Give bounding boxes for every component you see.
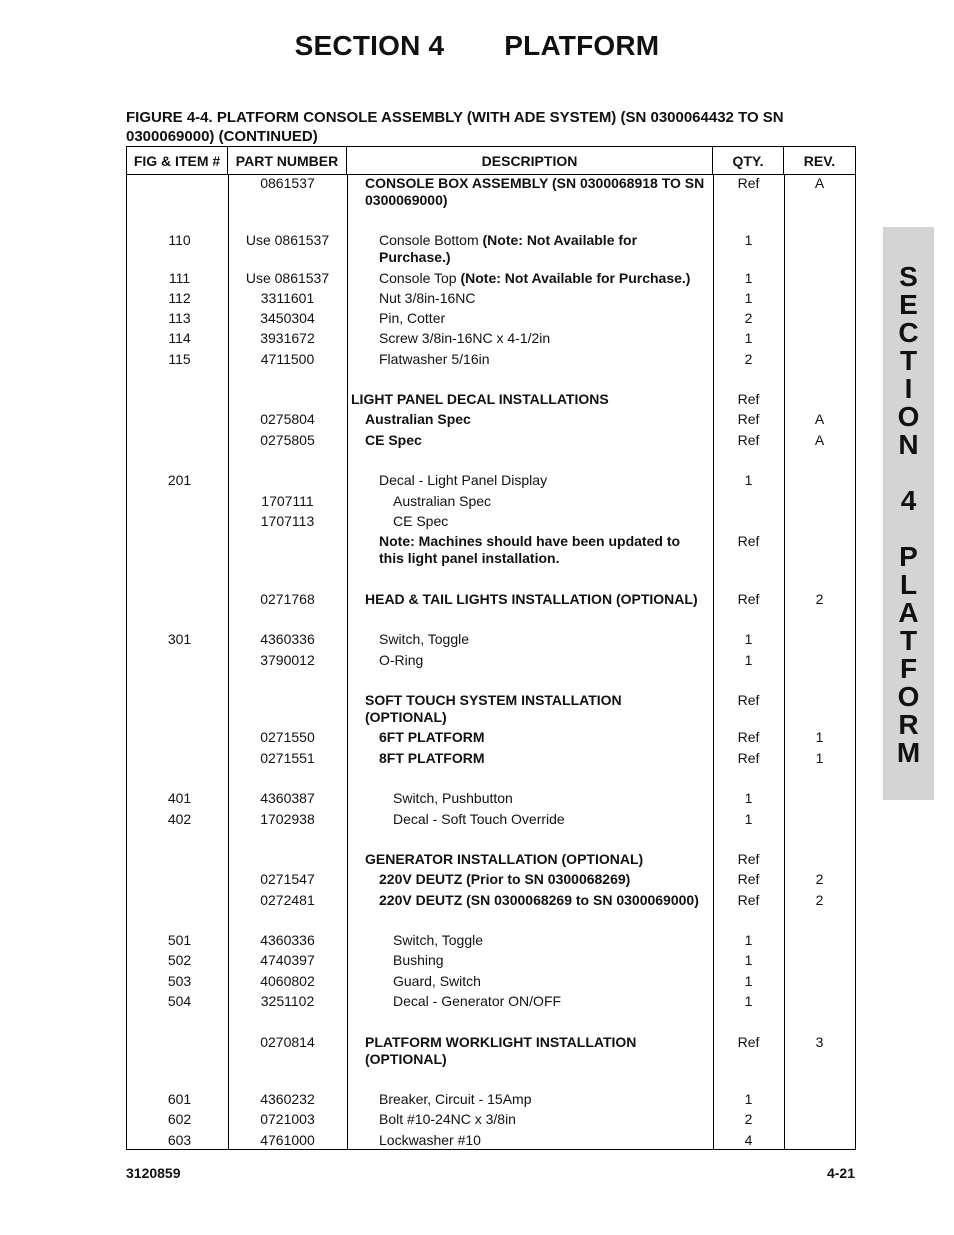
- fig-item-cell: 601: [167, 1091, 192, 1107]
- rev-cell: [784, 391, 855, 408]
- part-number-cell: 3931672: [260, 330, 315, 346]
- qty-cell: 1: [744, 790, 753, 806]
- part-number-cell: [228, 533, 347, 567]
- rev-cell: [784, 1091, 855, 1108]
- rev-cell: [784, 493, 855, 510]
- table-row: [127, 892, 855, 909]
- description-cell: [347, 851, 713, 868]
- description-text: LIGHT PANEL DECAL INSTALLATIONS: [351, 391, 609, 407]
- part-number-cell: 3790012: [260, 652, 315, 668]
- qty-cell: 2: [744, 310, 753, 326]
- qty-cell: Ref: [737, 692, 760, 708]
- table-row: [127, 1091, 855, 1108]
- description-cell: [347, 533, 713, 567]
- table-row: [127, 513, 855, 530]
- qty-cell: Ref: [737, 1034, 760, 1050]
- qty-cell: 1: [744, 932, 753, 948]
- description-text: Note: Machines should have been updated to this light panel installation.: [379, 533, 681, 566]
- qty-cell: [713, 493, 784, 510]
- qty-cell: 1: [744, 1091, 753, 1107]
- part-number-cell: 0271547: [260, 871, 315, 887]
- table-row: [127, 1132, 855, 1149]
- table-row: [127, 811, 855, 828]
- qty-cell: 1: [744, 811, 753, 827]
- section-number: SECTION 4: [294, 30, 445, 61]
- table-row: [127, 472, 855, 489]
- header-qty: QTY.: [713, 147, 784, 174]
- rev-cell: 3: [815, 1034, 824, 1050]
- part-number-cell: [228, 692, 347, 726]
- rev-cell: [784, 631, 855, 648]
- qty-cell: 1: [744, 270, 753, 286]
- qty-cell: [713, 513, 784, 530]
- part-number-cell: 0271550: [260, 729, 315, 745]
- qty-cell: 1: [744, 631, 753, 647]
- fig-item-cell: 502: [167, 952, 192, 968]
- part-number-cell: 4360336: [260, 631, 315, 647]
- side-tab-letter: F: [899, 653, 918, 684]
- figure-title: FIGURE 4-4. PLATFORM CONSOLE ASSEMBLY (WITH ADE SYSTEM) (SN 0300064432 TO SN 0300069000) (CONTINUED): [126, 109, 784, 145]
- table-row: [127, 851, 855, 868]
- fig-item-cell: [127, 175, 228, 209]
- table-row: [127, 270, 855, 287]
- table-row: [127, 729, 855, 746]
- qty-cell: Ref: [737, 432, 760, 448]
- rev-cell: A: [814, 432, 825, 448]
- qty-cell: Ref: [737, 391, 760, 407]
- fig-item-cell: 603: [167, 1132, 192, 1148]
- description-text: Nut 3/8in-16NC: [379, 290, 476, 306]
- fig-item-cell: 115: [168, 351, 191, 367]
- part-number-cell: 4060802: [260, 973, 315, 989]
- description-cell: [347, 790, 713, 807]
- fig-item-cell: 402: [167, 811, 192, 827]
- page-header: [0, 30, 954, 62]
- rev-cell: [784, 851, 855, 868]
- description-text: Console Bottom: [379, 232, 479, 248]
- description-text: Australian Spec: [393, 493, 492, 509]
- part-number-cell: Use 0861537: [245, 232, 330, 248]
- parts-table: [126, 146, 856, 1150]
- fig-item-cell: [127, 513, 228, 530]
- fig-item-cell: 114: [168, 330, 191, 346]
- qty-cell: 1: [744, 952, 753, 968]
- fig-item-cell: [127, 851, 228, 868]
- description-text: 6FT PLATFORM: [379, 729, 485, 745]
- table-row: [127, 533, 855, 567]
- description-text: Guard, Switch: [393, 973, 481, 989]
- table-row: [127, 750, 855, 767]
- rev-cell: [784, 232, 855, 266]
- table-row: [127, 330, 855, 347]
- description-cell: [347, 871, 713, 888]
- part-number-cell: 1707111: [261, 493, 314, 509]
- part-number-cell: 3251102: [260, 993, 315, 1009]
- fig-item-cell: 110: [168, 232, 191, 248]
- description-cell: [347, 432, 713, 449]
- description-cell: [347, 952, 713, 969]
- description-text: Breaker, Circuit - 15Amp: [379, 1091, 532, 1107]
- description-text: Switch, Pushbutton: [393, 790, 513, 806]
- table-row: [127, 310, 855, 327]
- description-cell: [347, 513, 713, 530]
- qty-cell: 1: [744, 993, 753, 1009]
- part-number-cell: 0275805: [260, 432, 315, 448]
- qty-cell: 1: [744, 472, 753, 488]
- description-text: Lockwasher #10: [379, 1132, 481, 1148]
- rev-cell: [784, 952, 855, 969]
- rev-cell: [784, 290, 855, 307]
- rev-cell: [784, 993, 855, 1010]
- description-text: CE Spec: [393, 513, 449, 529]
- part-number-cell: 4711500: [260, 351, 315, 367]
- rev-cell: 1: [815, 750, 824, 766]
- description-text: Bushing: [393, 952, 444, 968]
- description-text: Pin, Cotter: [379, 310, 446, 326]
- rev-cell: [784, 1132, 855, 1149]
- description-text: Switch, Toggle: [379, 631, 470, 647]
- table-row: [127, 1111, 855, 1128]
- fig-item-cell: [127, 391, 228, 408]
- description-cell: [347, 351, 713, 368]
- description-cell: [347, 472, 713, 489]
- description-cell: [347, 811, 713, 828]
- description-cell: [347, 729, 713, 746]
- qty-cell: 1: [744, 330, 753, 346]
- rev-cell: [784, 973, 855, 990]
- part-number-cell: 0272481: [260, 892, 315, 908]
- header-fig-item: FIG & ITEM #: [127, 147, 228, 174]
- side-tab-letter: T: [899, 625, 918, 656]
- part-number-cell: 0270814: [260, 1034, 315, 1050]
- fig-item-cell: 401: [167, 790, 192, 806]
- fig-item-cell: 602: [167, 1111, 192, 1127]
- table-row: [127, 932, 855, 949]
- side-tab-letter: O: [897, 681, 920, 712]
- description-note: (Note: Not Available for Purchase.): [379, 232, 638, 265]
- fig-item-cell: 504: [167, 993, 192, 1009]
- description-note: (Note: Not Available for Purchase.): [460, 270, 691, 286]
- fig-item-cell: [127, 871, 228, 888]
- qty-cell: 2: [744, 1111, 753, 1127]
- qty-cell: 1: [744, 232, 753, 248]
- side-tab-letter: C: [898, 317, 919, 348]
- rev-cell: [784, 652, 855, 669]
- description-cell: [347, 652, 713, 669]
- part-number-cell: [228, 472, 347, 489]
- part-number-cell: 4740397: [260, 952, 315, 968]
- description-cell: [347, 631, 713, 648]
- table-row: [127, 993, 855, 1010]
- rev-cell: [784, 330, 855, 347]
- fig-item-cell: 111: [168, 270, 191, 286]
- side-tab-letter: 4: [900, 485, 917, 516]
- part-number-cell: 3450304: [260, 310, 315, 326]
- part-number-cell: Use 0861537: [245, 270, 330, 286]
- header-part-number: PART NUMBER: [228, 147, 347, 174]
- description-cell: [347, 290, 713, 307]
- description-cell: [347, 750, 713, 767]
- fig-item-cell: 301: [167, 631, 192, 647]
- table-row: [127, 290, 855, 307]
- qty-cell: Ref: [737, 175, 760, 191]
- part-number-cell: 4360387: [260, 790, 315, 806]
- qty-cell: Ref: [737, 750, 760, 766]
- fig-item-cell: [127, 432, 228, 449]
- fig-item-cell: 113: [168, 310, 191, 326]
- table-row: [127, 973, 855, 990]
- fig-item-cell: [127, 493, 228, 510]
- rev-cell: 2: [815, 892, 824, 908]
- part-number-cell: 0861537: [260, 175, 315, 191]
- description-text: Decal - Light Panel Display: [379, 472, 548, 488]
- section-side-tab: [883, 227, 934, 800]
- description-text: HEAD & TAIL LIGHTS INSTALLATION (OPTIONAL): [365, 591, 698, 607]
- qty-cell: Ref: [737, 892, 760, 908]
- side-tab-letter: P: [899, 541, 918, 572]
- description-cell: [347, 270, 713, 287]
- table-row: [127, 692, 855, 726]
- description-text: Bolt #10-24NC x 3/8in: [379, 1111, 516, 1127]
- qty-cell: 1: [744, 290, 753, 306]
- description-cell: [347, 692, 713, 726]
- description-cell: [347, 411, 713, 428]
- part-number-cell: 1707113: [260, 513, 315, 529]
- header-rev: REV.: [803, 152, 836, 169]
- part-number-cell: 4360336: [260, 932, 315, 948]
- qty-cell: 2: [744, 351, 753, 367]
- table-row: [127, 631, 855, 648]
- qty-cell: 1: [744, 652, 753, 668]
- description-cell: [347, 310, 713, 327]
- side-tab-letter: L: [899, 569, 918, 600]
- side-tab-letter: I: [904, 373, 913, 404]
- description-text: Switch, Toggle: [393, 932, 484, 948]
- fig-item-cell: 503: [167, 973, 192, 989]
- description-cell: [347, 993, 713, 1010]
- description-cell: [347, 591, 713, 608]
- description-text: Screw 3/8in-16NC x 4-1/2in: [379, 330, 551, 346]
- header-description: DESCRIPTION: [347, 147, 713, 174]
- qty-cell: 4: [744, 1132, 753, 1148]
- table-row: [127, 391, 855, 408]
- rev-cell: [784, 533, 855, 567]
- table-row: [127, 351, 855, 368]
- rev-cell: [784, 351, 855, 368]
- part-number-cell: [228, 391, 347, 408]
- side-tab-letter: M: [896, 737, 921, 768]
- side-tab-letter: S: [899, 261, 918, 292]
- rev-cell: 1: [815, 729, 824, 745]
- fig-item-cell: 112: [168, 290, 191, 306]
- part-number-cell: 4761000: [260, 1132, 315, 1148]
- description-text: Console Top: [379, 270, 457, 286]
- description-cell: [347, 175, 713, 209]
- rev-cell: [784, 472, 855, 489]
- rev-cell: [784, 1111, 855, 1128]
- rev-cell: [784, 932, 855, 949]
- table-row: [127, 652, 855, 669]
- description-text: Decal - Soft Touch Override: [393, 811, 565, 827]
- rev-cell: 2: [815, 591, 824, 607]
- description-cell: [347, 932, 713, 949]
- table-row: [127, 591, 855, 608]
- description-text: CONSOLE BOX ASSEMBLY (SN 0300068918 TO SN 0300069000): [365, 175, 705, 208]
- description-text: Flatwasher 5/16in: [379, 351, 490, 367]
- description-cell: [347, 1034, 713, 1068]
- description-cell: [347, 1132, 713, 1149]
- description-text: SOFT TOUCH SYSTEM INSTALLATION (OPTIONAL): [365, 692, 622, 725]
- fig-item-cell: [127, 533, 228, 567]
- fig-item-cell: 501: [167, 932, 192, 948]
- page-number: 4-21: [826, 1165, 855, 1181]
- fig-item-cell: [127, 1034, 228, 1068]
- description-cell: [347, 973, 713, 990]
- side-tab-letter: O: [897, 401, 920, 432]
- description-text: 220V DEUTZ (Prior to SN 0300068269): [379, 871, 631, 887]
- rev-cell: [784, 270, 855, 287]
- rev-cell: A: [814, 411, 825, 427]
- fig-item-cell: 201: [167, 472, 192, 488]
- fig-item-cell: [127, 652, 228, 669]
- qty-cell: Ref: [737, 533, 760, 549]
- part-number-cell: 0271551: [260, 750, 315, 766]
- table-row: [127, 432, 855, 449]
- qty-cell: Ref: [737, 729, 760, 745]
- qty-cell: Ref: [737, 411, 760, 427]
- table-row: [127, 493, 855, 510]
- description-text: GENERATOR INSTALLATION (OPTIONAL): [365, 851, 644, 867]
- rev-cell: [784, 790, 855, 807]
- description-cell: [347, 1111, 713, 1128]
- description-cell: [347, 232, 713, 266]
- part-number-cell: 1702938: [260, 811, 315, 827]
- table-row: [127, 175, 855, 209]
- description-cell: [347, 391, 713, 408]
- part-number-cell: 0721003: [260, 1111, 315, 1127]
- part-number-cell: 3311601: [260, 290, 315, 306]
- document-number: 3120859: [126, 1165, 181, 1181]
- table-row: [127, 1034, 855, 1068]
- side-tab-letter: A: [898, 597, 919, 628]
- description-text: Australian Spec: [365, 411, 471, 427]
- description-text: Decal - Generator ON/OFF: [393, 993, 562, 1009]
- table-row: [127, 411, 855, 428]
- description-text: O-Ring: [379, 652, 424, 668]
- rev-cell: A: [814, 175, 825, 191]
- section-title: PLATFORM: [504, 30, 660, 61]
- description-cell: [347, 1091, 713, 1108]
- side-tab-letter: E: [899, 289, 918, 320]
- table-row: [127, 871, 855, 888]
- fig-item-cell: [127, 591, 228, 608]
- table-body: [127, 175, 855, 1149]
- description-cell: [347, 330, 713, 347]
- description-text: 220V DEUTZ (SN 0300068269 to SN 0300069000): [379, 892, 699, 908]
- description-text: 8FT PLATFORM: [379, 750, 485, 766]
- qty-cell: Ref: [737, 851, 760, 867]
- description-cell: [347, 493, 713, 510]
- qty-cell: Ref: [737, 871, 760, 887]
- side-tab-letter: R: [898, 709, 919, 740]
- description-text: PLATFORM WORKLIGHT INSTALLATION (OPTIONAL): [365, 1034, 637, 1067]
- part-number-cell: 0275804: [260, 411, 315, 427]
- side-tab-letter: T: [899, 345, 918, 376]
- table-row: [127, 952, 855, 969]
- fig-item-cell: [127, 892, 228, 909]
- rev-cell: [784, 692, 855, 726]
- description-text: CE Spec: [365, 432, 422, 448]
- table-row: [127, 232, 855, 266]
- fig-item-cell: [127, 750, 228, 767]
- rev-cell: 2: [815, 871, 824, 887]
- part-number-cell: [228, 851, 347, 868]
- part-number-cell: 0271768: [260, 591, 315, 607]
- table-header: [127, 147, 855, 175]
- rev-cell: [784, 513, 855, 530]
- rev-cell: [784, 310, 855, 327]
- qty-cell: 1: [744, 973, 753, 989]
- part-number-cell: 4360232: [260, 1091, 315, 1107]
- fig-item-cell: [127, 729, 228, 746]
- fig-item-cell: [127, 411, 228, 428]
- side-tab-letter: N: [898, 429, 919, 460]
- rev-cell: [784, 811, 855, 828]
- qty-cell: Ref: [737, 591, 760, 607]
- fig-item-cell: [127, 692, 228, 726]
- description-cell: [347, 892, 713, 909]
- table-row: [127, 790, 855, 807]
